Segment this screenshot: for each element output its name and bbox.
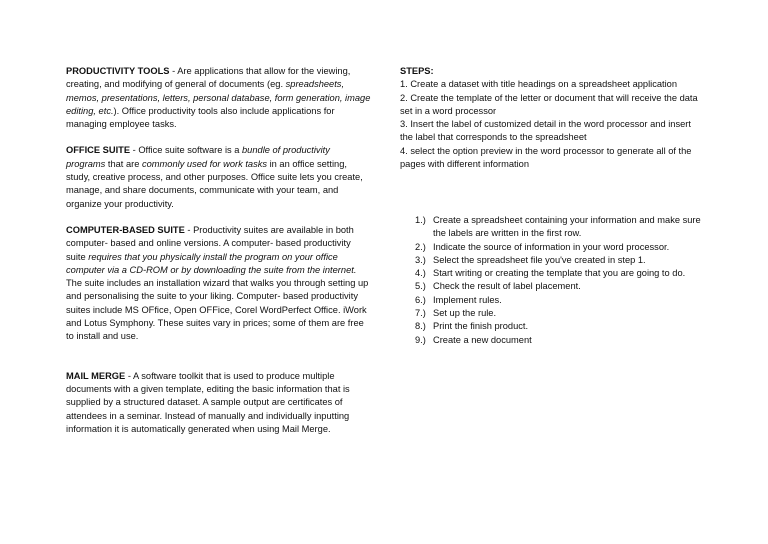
list-item (415, 294, 705, 307)
list-text: Select the spreadsheet file you've created in step 1. (433, 254, 646, 265)
section-heading: PRODUCTIVITY TOOLS (66, 66, 170, 76)
steps-title: STEPS: (400, 66, 434, 76)
text-run: that are (105, 158, 142, 169)
list-text: Create a new document (433, 334, 532, 345)
text-run: The suite includes an installation wizard that walks you through setting up and personalising the suite to your liking. Computer- based productivity suites include MS OFfice, Open OFFice, Corel WordPerfect Office. iWork and Lotus Symphony. These suites vary in prices; some of them are free to install and use. (66, 278, 369, 342)
step-item: 2. Create the template of the letter or document that will receive the data set in a word processor (400, 92, 698, 116)
steps-column (400, 65, 705, 171)
text-run: - Productivity suites are available in both computer- based and online versions. A computer- based productivity suite (66, 224, 354, 262)
numbered-procedure-list (415, 214, 705, 347)
list-number: 6.) (415, 294, 426, 305)
definitions-column (66, 65, 371, 436)
text-run: ). Office productivity tools also include applications for managing employee tasks. (66, 105, 335, 130)
list-text: Indicate the source of information in your word processor. (433, 241, 670, 252)
list-item (415, 241, 705, 254)
list-number: 3.) (415, 254, 426, 265)
step-item: 4. select the option preview in the word processor to generate all of the pages with different information (400, 145, 692, 170)
list-item (415, 214, 705, 241)
step-item: 1. Create a dataset with title headings on a spreadsheet application (400, 79, 678, 90)
list-number: 9.) (415, 334, 426, 345)
list-text: Set up the rule. (433, 308, 497, 319)
text-run: - A software toolkit that is used to produce multiple documents with a given template, editing the basic information that is supplied by a structured dataset. A sample output are certificates of attendees in a seminar. Instead of manually and individually inputting information it is automatically generated when using Mail Merge. (66, 370, 350, 434)
list-item (415, 307, 705, 320)
list-number: 2.) (415, 241, 426, 252)
text-run-italic: requires that you physically install the program on your office computer via a CD-ROM or by downloading the suite from the internet. (66, 251, 357, 275)
list-item (415, 334, 705, 347)
text-run: - Are applications that allow for the viewing, creating, and modifying of general of documents (eg. (66, 66, 351, 90)
section-heading: OFFICE SUITE (66, 145, 131, 156)
list-number: 7.) (415, 308, 426, 319)
text-run: - Office suite software is a (130, 145, 243, 156)
list-item (415, 254, 705, 267)
list-item (415, 320, 705, 333)
text-run-italic: bundle of productivity programs (66, 145, 330, 169)
text-run: in an office setting, study, creative process, and other purposes. Office suite lets you create, manage, and share documents, communicate with your team, and organize your productivity. (66, 158, 363, 209)
list-text: Check the result of label placement. (433, 281, 581, 292)
list-text: Implement rules. (433, 294, 502, 305)
section-heading: COMPUTER-BASED SUITE (66, 224, 185, 235)
list-item (415, 267, 705, 280)
section-heading: MAIL MERGE (66, 370, 126, 381)
list-number: 1.) (415, 215, 426, 225)
step-item: 3. Insert the label of customized detail in the word processor and insert the label that corresponds to the spreadsheet (400, 119, 691, 143)
office-suite-paragraph (66, 144, 371, 210)
list-text: Start writing or creating the template that you are going to do. (433, 268, 686, 279)
list-item (415, 280, 705, 293)
list-text: Create a spreadsheet containing your information and make sure the labels are written in the first row. (433, 215, 701, 239)
list-number: 8.) (415, 321, 426, 332)
mail-merge-paragraph (66, 370, 371, 436)
text-run-italic: commonly used for work tasks (141, 158, 268, 169)
list-number: 4.) (415, 268, 426, 279)
list-text: Print the finish product. (433, 321, 529, 332)
text-run-italic: spreadsheets, memos, presentations, letters, personal database, form generation, image editing, etc. (66, 79, 371, 116)
computer-based-suite-paragraph (66, 224, 371, 344)
productivity-tools-paragraph (66, 65, 371, 131)
list-number: 5.) (415, 281, 426, 292)
